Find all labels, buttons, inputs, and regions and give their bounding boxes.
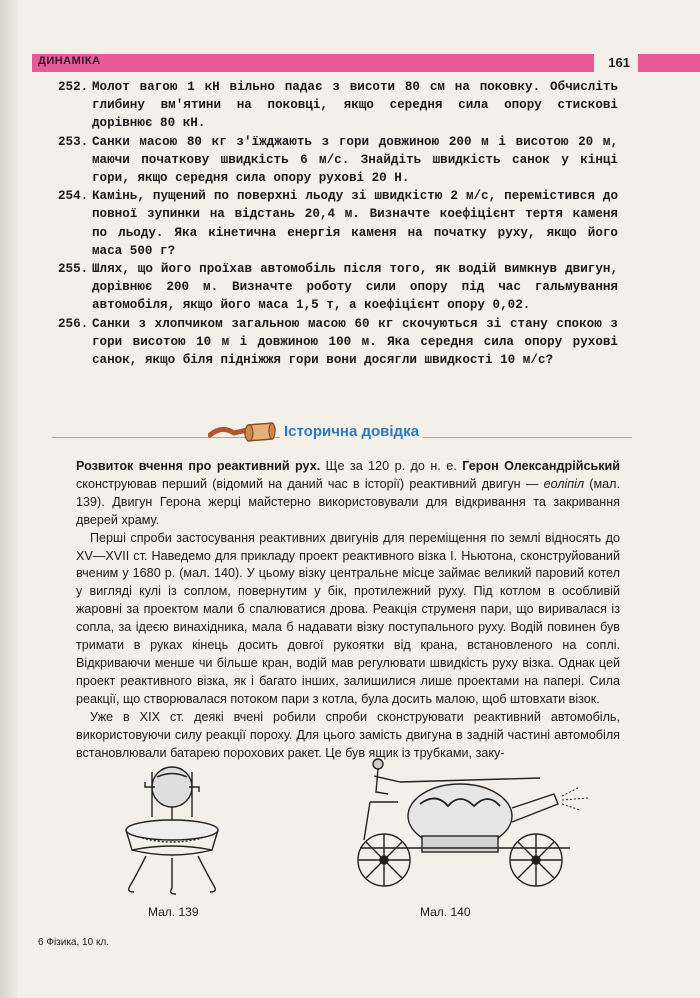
problem-253 (58, 133, 618, 188)
section-title: ДИНАМІКА (38, 55, 101, 67)
problem-text: Молот вагою 1 кН вільно падає з висоти 80 см на поковку. Обчисліть глибину вм'ятини на поковці, якщо середня сила опору стискові дорівнює 80 кН. (92, 80, 618, 131)
history-paragraph-3: Уже в XIX ст. деякі вчені робили спроби сконструювати реактивний автомобіль, використовуючи силу реакції пороху. Для цього замість двигуна в задній частині автомобіля встановлювали батарею порохових ракет. Це був ящик із трубками, заку- (76, 709, 620, 760)
scroll-icon (208, 419, 280, 445)
figure-139-aeolipile (112, 752, 232, 902)
text-span: Ще за 120 р. до н. е. (320, 459, 463, 473)
running-header (32, 54, 700, 72)
history-body (76, 458, 620, 762)
problem-number: 256. (58, 316, 89, 331)
problem-254 (58, 187, 618, 260)
history-paragraph-1 (76, 458, 620, 530)
problem-256 (58, 315, 618, 370)
problem-number: 254. (58, 189, 89, 204)
figure-140-steam-carriage (340, 748, 600, 898)
figure-140-caption: Мал. 140 (420, 905, 471, 919)
paragraph-lead: Розвиток вчення про реактивний рух. (76, 459, 321, 473)
problem-255 (58, 260, 618, 315)
person-name: Герон Олександрійський (462, 459, 620, 473)
page-number: 161 (608, 55, 630, 70)
page-footer: 6 Фізика, 10 кл. (38, 937, 110, 948)
history-title: Історична довідка (280, 423, 423, 440)
problem-text: Санки з хлопчиком загальною масою 60 кг скочуються зі стану спокою з гори висотою 10 м і довжиною 100 м. Яка середня сила опору рухові санок, якщо біля підніжжя гори вони досягли швидкості 10 м/с? (92, 316, 618, 368)
problem-text: Санки масою 80 кг з'їжджають з гори довжиною 200 м і висотою 20 м, маючи початкову швидкість 6 м/с. Знайдіть швидкість санок у кінці гори, якщо середня сила опору рухові 20 Н. (92, 134, 618, 186)
problem-number: 252. (58, 80, 89, 94)
text-span: (мал. 139). Двигун Герона жерці майстерно використовували для відкривання та закривання дверей храму. (76, 476, 621, 527)
problem-number: 255. (58, 262, 89, 277)
text-span: сконструював перший (відомий на даний час в історії) реактивний двигун — (76, 476, 544, 491)
term: еоліпіл (543, 476, 585, 491)
problem-number: 253. (58, 134, 89, 149)
page-binding-edge (0, 0, 18, 998)
problem-252 (58, 78, 618, 133)
problem-text: Шлях, що його проїхав автомобіль після того, як водій вимкнув двигун, дорівнює 200 м. Визначте роботу сили опору під час гальмування автомобіля, якщо його маса 1,5 т, а коефіцієнт опору 0,02. (92, 262, 618, 313)
history-paragraph-2: Перші спроби застосування реактивних двигунів для переміщення по землі відносять до XV—XVII ст. Наведемо для прикладу проект реактивного візка І. Ньютона, сконструйований вченим у 1680 р. (мал. 140). У цьому візку центральне місце займає великий паровий котел у вигляді кулі із соплом, повернутим у бік, протилежний руху. Під котлом в особливій жаровні за проектом мали б спалюватися дрова. Реакція струменя пари, що виривалася із сопла, за ідеєю винахідника, мала б надавати візку поступального руху. Водій повинен був тримати в руках кінець досить довгої рукоятки від крана, встановленого на соплі. Відкриваючи менше чи більше кран, водій мав регулювати швидкість руху візка. Однак цей проект реактивного візка, як і багато інших, залишилися лише проектами на папері. Сила реакції, що створювалася потоком пари з котла, була досить малою, щоб штовхати візок. (76, 530, 620, 706)
problem-text: Камінь, пущений по поверхні льоду зі швидкістю 2 м/с, перемістився до повної зупинки на відстань 20,4 м. Визначте коефіцієнт тертя каменя по льоду. Яка кінетична енергія каменя на початку руху, якщо його маса 500 г? (92, 189, 618, 258)
figure-139-caption: Мал. 139 (148, 905, 199, 919)
problem-list (58, 78, 618, 369)
